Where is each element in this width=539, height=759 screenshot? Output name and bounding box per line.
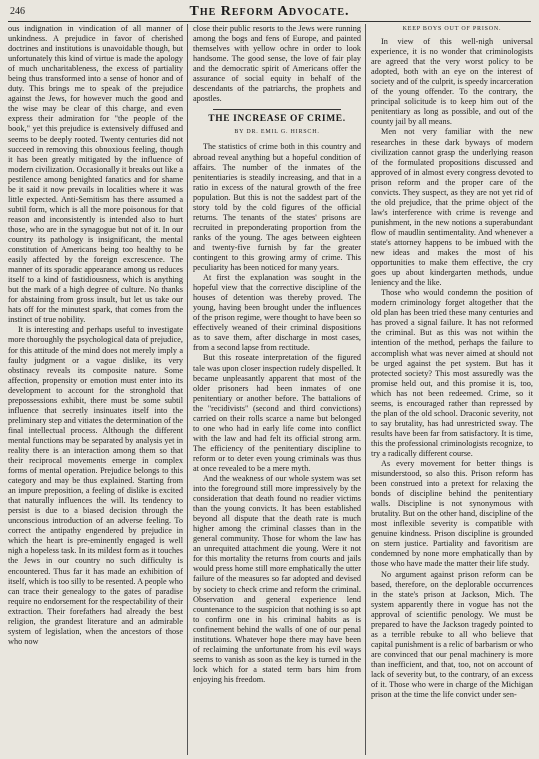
paragraph: The statistics of crime both in this country and abroad reveal anything but a hopeful condition of affairs. The number of the inmates of the penitentiaries is steadily increasing, and that in a ratio in excess of the natural growth of the free population. But this is not the saddest part of the story told by the cold figures of the official returns. The tenants of the states' prisons are recruited in preponderating proportion from the ranks of the young. The ages between eighteen and twenty-five furnish by far the greater contingent to this growing army of crime. This peculiarity has been noticed for many years. [193, 142, 361, 273]
paragraph: No argument against prison reform can be based, therefore, on the deplorable occurrences in the state's prison at Jackson, Mich. The system apparently there in vogue has not the approval of scientific penology. We must be prepared to have the Jackson tragedy pointed to as a terrible rebuke to all who believe that capital punishment is a relic of barbarism or who are convinced that our penal machinery is more than inefficient, and that, too, not on account of lack of severity but, to the contrary, of an excess of it. Those who were in charge of the Michigan prison at the time the life convict under sen- [371, 569, 533, 700]
paragraph: ous indignation in vindication of all manner of unkindness. A prejudice in favor of cherished doctrines and institutions is unavoidable though, but unfortunately this kind of virtue is made the apology of much uncharitableness, the excess of partiality being thus transformed into a sense of honor and of duty. This brings me to speak of the prejudice against the Jews, for however much the good and the wise may be clear of this charge, and even express their admiration for "the people of the book," yet this prejudice is extensively diffused and seems to be deeply rooted. Twenty centuries did not succeed in removing this obnoxious feeling, though it has been greatly mitigated by the influence of modern civilization. Occasionally it breaks out like a pestilence among benighted fanatics and for shame be it said it now prevails in localities where it was little expected. Anti-Semitism has there assumed a subtil form, which is all the more poisonous for that reason and inconsistently is intended also to hurt those, who are in the synagogue but not of it. In our country its pathology is insignificant, the mental constitution of Americans being too healthy to be easily affected by the foreign excrescence. The manner of its sporadic appearance among us reduces itself to a kind of fastidiousness, which is anything but the mark of a high degree of culture. No thanks for abstaining from gross insult, but let us take our hats off for the minutest spark, that comes from the instinct of true nobility. [8, 24, 183, 325]
header-rule [8, 21, 531, 22]
paragraph: close their public resorts to the Jews were running among the bogs and fens of Europe, and painted themselves with yellow ochre in order to look handsome. The good sense, the love of fair play and the democratic spirit of Americans offer the assurance of social equity in behalf of the descendants of the patriarchs, the prophets and apostles. [193, 24, 361, 104]
column-3 [371, 24, 533, 755]
column-divider [187, 24, 188, 755]
column-divider [365, 24, 366, 755]
paragraph: In view of this well-nigh universal experience, it is no wonder that criminologists are agreed that the very worst policy to be adopted, both with an eye on the interest of society and of the culprit, is speedy incarceration of the young offender. To the contrary, the principal solicitude is to keep him out of the penitentiary as long as possible, and out of the county jail by all means. [371, 37, 533, 127]
paragraph: Those who would condemn the position of modern criminology forget altogether that the old plan has been tried these many centuries and has proved a signal failure. It has not reformed the criminal. But as this was not within the intention of the method, perhaps the failure to accomplish what was never aimed at should not be urged against the pet system. But has it protected society? This most assuredly was the promise held out, and this promise it is, too, which has not been redeemed. Crime, so it seems, is encouraged rather than repressed by the plan of the old school. Draconic severity, not to say brutality, has had unrestricted sway. The results have been far from satisfactory. It is time, this the professional criminologists recognize, to try a radically different course. [371, 288, 533, 458]
paragraph: It is interesting and perhaps useful to investigate more thoroughly the psychological data of prejudice, for this attitude of the mind does not merely imply a faulty judgment or a vague dislike, its very obstinacy reveals its composite nature. Some affection, propensity or emotion must enter into its development to account for the stronghold that prepossessions exhibit, there must be some subtil influence that secretly insinuates itself into the preliminary step and vitiates the determination of the final intellectual process. Although the different mental functions may be separated by analysis yet in reality there is an interaction among them so that their reciprocal movements emerge in complex forms of mental operation. Prejudice belongs to this category and may be thus explained. Starting from an impure preposition, a feeling of dislike is excited that naturally influences the will. Its tendency to persist is due to a biased decision through the unconscious introduction of an adverse feeling. To correct the antipathy engendered by prejudice in which the heart is pre-eminently engaged is well nigh a hopeless task. In its mildest form as it touches the Jews in our country no such difficulty is encountered. Thus far it has made an exhibition of itself, which is too silly to be resented. A people who can trace their genealogy to the gates of paradise require no endorsement for the respectability of their extraction. Their forefathers had already the best religion, the grandest literature and an admirable system of legislation, when the ancestors of those who now [8, 325, 183, 646]
masthead: The Reform Advocate. [189, 4, 350, 19]
paragraph: And the weakness of our whole system was set into the foreground still more impressively by the consideration that death found no readier victims than the young convicts. It has been established beyond all dispute that the death rate is much higher among the criminal classes than in the general community. Those for whom the law has an unrequited attachment die young. Were it not for this mortality the returns from courts and jails would press home still more emphatically the utter failure of the measures so far adopted and devised by society to check crime and reform the criminal. Observation and general experience lend countenance to the suspicion that nothing is so apt to confirm one in his criminal habits as is confinement behind the walls of one of our penal institutions. Whatever hope there may have been of reclaiming the unfortunate from his evil ways seems to vanish as soon as the key is turned in the lock which for a stated term bars him from enjoying his freedom. [193, 474, 361, 684]
paragraph: But this roseate interpretation of the figured tale was upon closer inspection rudely dispelled. It became unpleasantly apparent that most of the older prisoners had been inmates of one penitentiary or another before. The battalions of the "recidivists" (second and third convictions) carried on their rolls scarce a name but belonged to one who had in early life come into conflict with the law and had felt its official strong arm. The efficiency of the penitentiary discipline to reform or to deter even young criminals was thus at once revealed to be a mere myth. [193, 353, 361, 473]
page-number: 246 [10, 6, 25, 17]
paragraph: At first the explanation was sought in the hopeful view that the corrective discipline of the houses of detention was thereby proved. The young, having been brought under the influences of the prison regime, were thought to have been so effectively weaned of their criminal dispositions as to save them, after discharge in most cases, from a second lapse from rectitude. [193, 273, 361, 353]
article-divider [213, 109, 341, 110]
section-heading: KEEP BOYS OUT OF PRISON. [402, 26, 502, 32]
column-2 [193, 24, 361, 755]
article-byline: BY DR. EMIL G. HIRSCH. [234, 129, 320, 136]
page-header [8, 4, 531, 22]
paragraph: As every movement for better things is misunderstood, so also this. Prison reform has been construed into a pretext for relaxing the bonds of discipline behind the penitentiary walls. Discipline is not synonymous with brutality. But on the other hand, discipline of the most inflexible severity is compatible with genuine kindness. Prison discipline is grounded on stern justice. Partiality and favoritism are condemned by none more emphatically than by those who have made the matter their life study. [371, 459, 533, 569]
article-title: THE INCREASE OF CRIME. [208, 114, 346, 125]
paragraph: Men not very familiar with the new researches in these dark byways of modern civilization cannot grasp the underlying reason of the formulated propositions discussed and approved of in almost every congress devoted to prison reform and the proper care of the convicts. They suspect, as they are not yet rid of the old prejudice, that the prime object of the law's interference with crime is revenge and punishment, in the new notions a superabundant flow of maudlin sentimentality. And whenever a state's attorney happens to be imbued with the new ideas and makes the most of his opportunities to make them effective, the cry goes up about kindergarten methods, undue leniency and the like. [371, 127, 533, 288]
column-1 [8, 24, 183, 755]
